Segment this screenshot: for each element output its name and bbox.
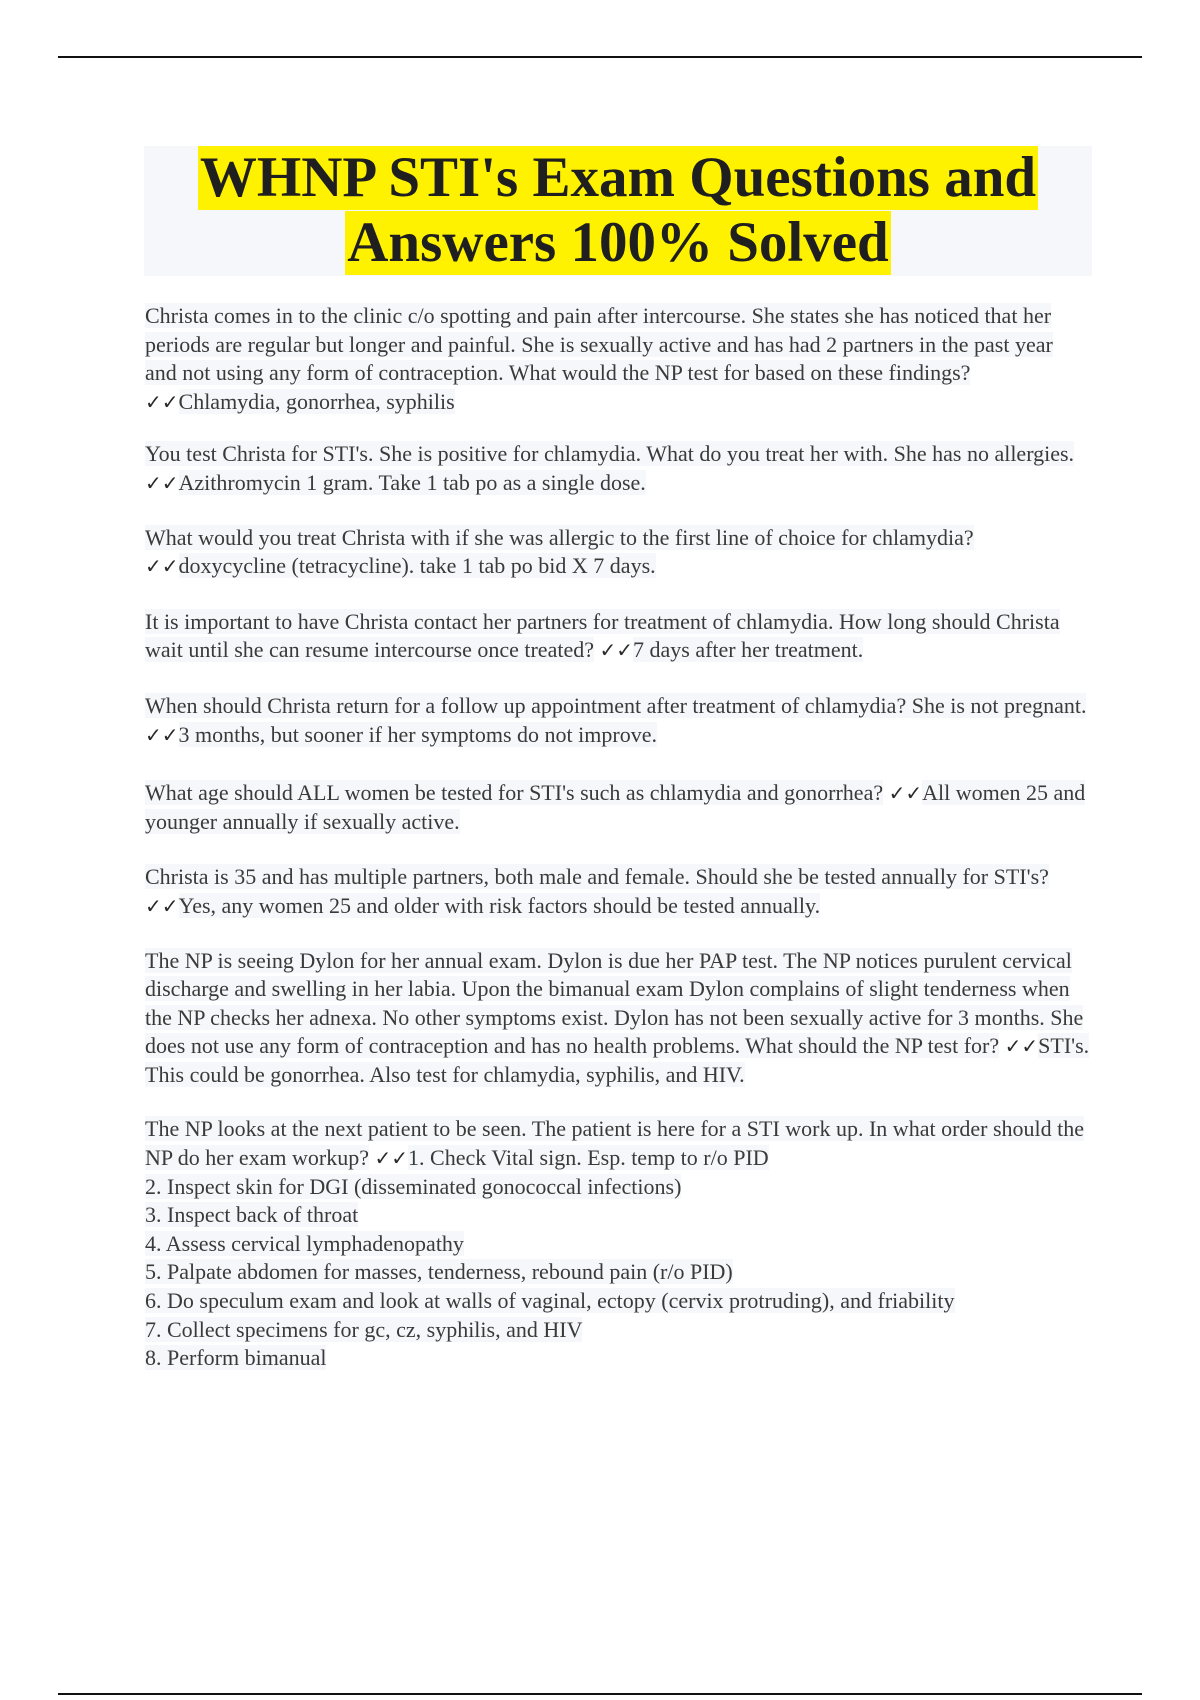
double-check-icon: ✓✓ [145,722,179,747]
list-item [145,1201,1090,1230]
qa-item [145,608,1090,665]
list-item [145,1316,1090,1345]
question-text: The NP is seeing Dylon for her annual exam. Dylon is due her PAP test. The NP notices purulent cervical discharge and swelling in her labia. Upon the bimanual exam Dylon complains of slight tenderness when the NP checks her adnexa. No other symptoms exist. Dylon has not been sexually active for 3 months. She does not use any form of contraception and has no health problems. What should the NP test for? [145,947,1084,1059]
answer-text: 1. Check Vital sign. Esp. temp to r/o PID [408,1145,769,1171]
answer-text: STI's. This could be gonorrhea. Also test for chlamydia, syphilis, and HIV. [145,1033,1090,1087]
top-rule [58,56,1142,58]
double-check-icon: ✓✓ [145,389,179,414]
qa-item [145,524,1090,581]
step-text: 6. Do speculum exam and look at walls of vaginal, ectopy (cervix protruding), and friability [145,1288,955,1314]
answer-text: All women 25 and younger annually if sexually active. [145,780,1086,834]
list-item [145,1344,1090,1373]
double-check-icon: ✓✓ [888,781,923,806]
list-item [145,1173,1090,1202]
double-check-icon: ✓✓ [374,1146,409,1171]
answer-text: 7 days after her treatment. [633,637,864,663]
qa-item [145,692,1090,749]
double-check-icon: ✓✓ [145,893,179,918]
page-title-line-2: Answers 100% Solved [347,211,889,274]
question-text: You test Christa for STI's. She is positive for chlamydia. What do you treat her with. She has no allergies. [145,441,1075,467]
question-text: It is important to have Christa contact her partners for treatment of chlamydia. How long should Christa wait until she can resume intercourse once treated? [145,608,1060,663]
qa-item [145,863,1090,920]
qa-item [145,302,1090,416]
double-check-icon: ✓✓ [599,638,633,663]
question-text: When should Christa return for a follow up appointment after treatment of chlamydia? She is not pregnant. [145,692,1087,718]
qa-list [145,302,1090,1373]
answer-text: 3 months, but sooner if her symptoms do not improve. [178,721,657,747]
double-check-icon: ✓✓ [1004,1034,1039,1059]
question-text: What age should ALL women be tested for STI's such as chlamydia and gonorrhea? [145,780,884,806]
answer-text: Yes, any women 25 and older with risk factors should be tested annually. [178,892,821,918]
page-title-line-1: WHNP STI's Exam Questions and [199,146,1037,209]
question-text: What would you treat Christa with if she was allergic to the first line of choice for chlamydia? [145,524,974,550]
step-text: 7. Collect specimens for gc, cz, syphilis, and HIV [145,1316,583,1342]
qa-item [145,947,1090,1090]
answer-text: Azithromycin 1 gram. Take 1 tab po as a single dose. [178,469,646,495]
answer-text: Chlamydia, gonorrhea, syphilis [178,388,455,414]
bottom-rule [58,1693,1142,1695]
double-check-icon: ✓✓ [145,470,179,495]
step-text: 4. Assess cervical lymphadenopathy [145,1230,464,1256]
list-item [145,1287,1090,1316]
qa-item [145,779,1090,836]
question-text: Christa comes in to the clinic c/o spotting and pain after intercourse. She states she has noticed that her periods are regular but longer and painful. She is sexually active and has had 2 partners in the past year and not using any form of contraception. What would the NP test for based on these findings? [145,303,1053,386]
qa-item [145,440,1090,497]
list-item [145,1258,1090,1287]
double-check-icon: ✓✓ [145,554,179,579]
list-item [145,1230,1090,1259]
question-text: The NP looks at the next patient to be seen. The patient is here for a STI work up. In what order should the NP do her exam workup? [145,1116,1085,1171]
step-text: 5. Palpate abdomen for masses, tenderness, rebound pain (r/o PID) [145,1259,733,1285]
title-block [144,146,1092,276]
qa-item [145,1115,1090,1372]
step-text: 8. Perform bimanual [145,1345,327,1371]
exam-steps-list [145,1173,1090,1373]
answer-text: doxycycline (tetracycline). take 1 tab po bid X 7 days. [178,553,656,579]
step-text: 2. Inspect skin for DGI (disseminated gonococcal infections) [145,1173,682,1199]
question-text: Christa is 35 and has multiple partners, both male and female. Should she be tested annually for STI's? [145,864,1049,890]
step-text: 3. Inspect back of throat [145,1202,359,1228]
